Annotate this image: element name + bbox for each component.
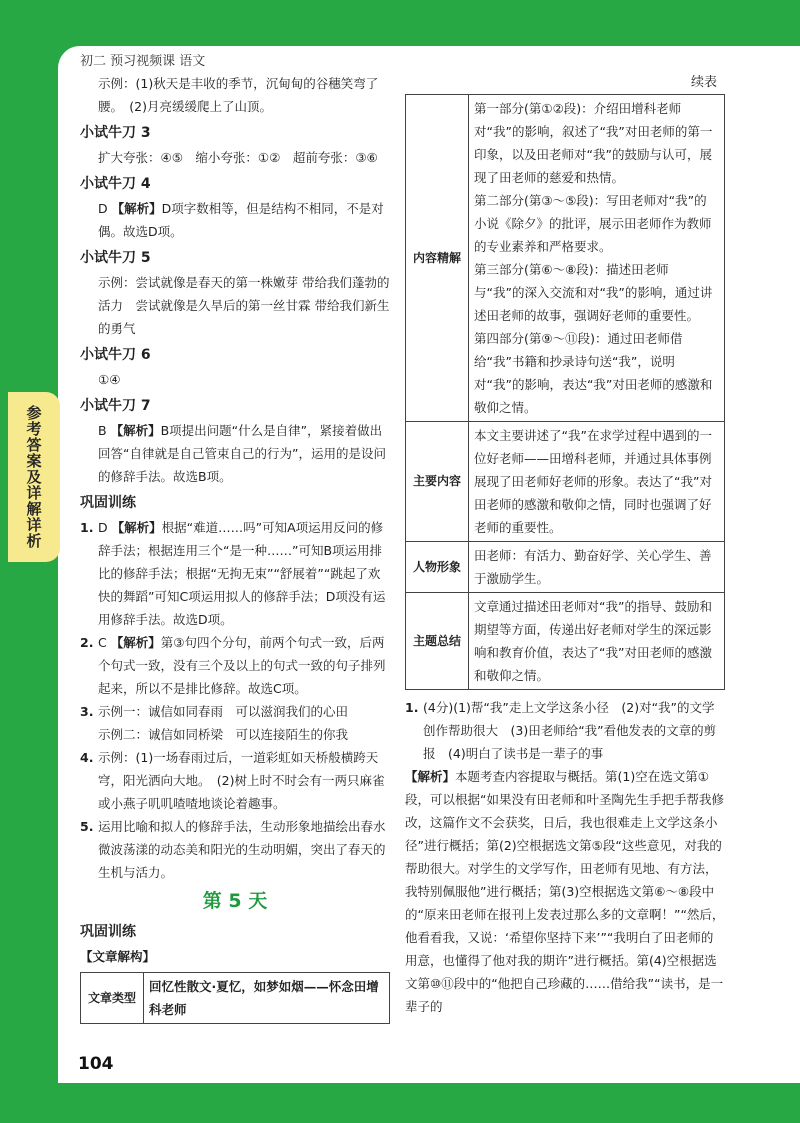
table-paragraph: 第三部分(第⑥～⑧段)：描述田老师与“我”的深入交流和对“我”的影响，通过讲述田老师的故事，强调好老师的重要性。 — [474, 262, 713, 323]
answer-letter: D — [98, 201, 108, 216]
item-number: 4. — [80, 750, 94, 765]
table-key: 人物形象 — [406, 542, 469, 593]
analysis-tag: 【解析】 — [110, 635, 161, 650]
right-column — [405, 72, 725, 1018]
day-title: 第 5 天 — [202, 890, 268, 912]
list-item — [80, 746, 390, 815]
table-value — [469, 422, 725, 542]
intro-example: 示例：(1)秋天是丰收的季节，沉甸甸的谷穗笑弯了腰。 (2)月亮缓缓爬上了山顶。 — [98, 76, 379, 114]
section-body-4 — [80, 197, 390, 243]
item-text: 根据“难道……吗”可知A项运用反问的修辞手法；根据连用三个“是一种……”可知B项运用排比的修辞手法；根据“无拘无束”“舒展着”“跳起了欢快的舞蹈”可知C项运用拟人的修辞手法；D项没有运用修辞手法。故选D项。 — [98, 520, 386, 627]
section-text-3: 扩大夸张：④⑤ 缩小夸张：①② 超前夸张：③⑥ — [98, 150, 378, 165]
table-value — [469, 593, 725, 690]
question-analysis — [405, 765, 725, 1018]
item-text: 示例：(1)一场春雨过后，一道彩虹如天桥般横跨天穹，阳光洒向大地。 (2)树上时不时会有一两只麻雀或小燕子叽叽喳喳地谈论着趣事。 — [98, 750, 385, 811]
analysis-text: D项字数相等，但是结构不相同，不是对偶。故选D项。 — [98, 201, 384, 239]
question-block — [405, 696, 725, 1018]
item-number: 2. — [80, 635, 94, 650]
analysis-text: 本题考查内容提取与概括。第(1)空在选文第①段，可以根据“如果没有田老师和叶圣陶先生手把手帮我修改，这篇作文不会获奖，日后，我也很难走上文学这条小径”进行概括；第(2)空根据选文第⑤段“这些意见，对我的帮助很大。对学生的文学写作，田老师有见地、有方法，我特别佩服他”进行概括；第(3)空根据选文第⑥～⑧段中的“原来田老师在报刊上发表过那么多的文章啊！”“然后，他看看我，又说：‘希望你坚持下来’”“我明白了田老师的用意，也懂得了他对我的期许”进行概括。第(4)空根据选文第⑩⑪段中的“他把自己珍藏的……借给我”“读书，是一辈子的 — [405, 769, 725, 1014]
item-number: 3. — [80, 704, 94, 719]
table-key: 主题总结 — [406, 593, 469, 690]
running-header: 初二 预习视频课 语文 — [80, 54, 206, 69]
table-paragraph: 田老师：有活力、勤奋好学、关心学生、善于激励学生。 — [474, 548, 712, 586]
list-item — [80, 516, 390, 631]
section-title-3: 小试牛刀 3 — [80, 125, 151, 141]
table-key: 文章类型 — [81, 973, 144, 1024]
analysis-text: B项提出问题“什么是自律”，紧接着做出回答“自律就是自己管束自己的行为”，运用的是设问的修辞手法。故选B项。 — [98, 423, 386, 484]
section-title-7: 小试牛刀 7 — [80, 398, 151, 414]
table-row — [406, 542, 725, 593]
left-column — [80, 72, 390, 1024]
structure-table — [80, 972, 390, 1024]
day-section-title: 巩固训练 — [80, 924, 136, 940]
table-paragraph: 第一部分(第①②段)：介绍田增科老师对“我”的影响，叙述了“我”对田老师的第一印象，以及田老师对“我”的鼓励与认可，展现了田老师的慈爱和热情。 — [474, 101, 713, 185]
table-row — [81, 973, 390, 1024]
table-value — [469, 95, 725, 422]
list-item — [80, 631, 390, 700]
answer-letter: B — [98, 423, 107, 438]
table-row — [406, 95, 725, 422]
item-number: 1. — [80, 520, 94, 535]
item-text: 运用比喻和拟人的修辞手法，生动形象地描绘出春水微波荡漾的动态美和阳光的生动明媚，突出了春天的生机与活力。 — [98, 819, 386, 880]
item-number: 1. — [405, 700, 419, 715]
side-tab-label: 参考答案及详解详析 — [24, 405, 43, 549]
consolidate-title: 巩固训练 — [80, 495, 136, 511]
answer-letter: D — [98, 520, 108, 535]
item-number: 5. — [80, 819, 94, 834]
section-text-5: 示例：尝试就像是春天的第一株嫩芽 带给我们蓬勃的活力 尝试就像是久旱后的第一丝甘霖 带给我们新生的勇气 — [98, 275, 390, 336]
table-key: 主要内容 — [406, 422, 469, 542]
table-paragraph: 文章通过描述田老师对“我”的指导、鼓励和期望等方面，传递出好老师对学生的深远影响和教育价值，表达了“我”对田老师的感激和敬仰之情。 — [474, 599, 712, 683]
answer-letter: C — [98, 635, 107, 650]
section-title-6: 小试牛刀 6 — [80, 347, 151, 363]
page-number: 104 — [78, 1054, 114, 1074]
question-answer — [405, 696, 725, 765]
consolidate-list — [80, 516, 390, 884]
table-key: 内容精解 — [406, 95, 469, 422]
item-text: 第③句四个分句，前两个句式一致，后两个句式一致，没有三个及以上的句式一致的句子排列起来，所以不是排比修辞。故选C项。 — [98, 635, 386, 696]
analysis-tag: 【解析】 — [110, 423, 161, 438]
side-tab — [8, 392, 60, 562]
list-item — [80, 700, 390, 746]
answer-text: (4分)(1)帮“我”走上文学这条小径 (2)对“我”的文学创作帮助很大 (3)田老师给“我”看他发表的文章的剪报 (4)明白了读书是一辈子的事 — [423, 700, 717, 761]
list-item — [80, 815, 390, 884]
analysis-tag: 【解析】 — [405, 769, 456, 784]
table-paragraph: 第四部分(第⑨～⑪段)：通过田老师借给“我”书籍和抄录诗句送“我”，说明对“我”的影响，表达“我”对田老师的感激和敬仰之情。 — [474, 331, 713, 415]
analysis-table — [405, 94, 725, 690]
section-text-6: ①④ — [98, 372, 121, 387]
section-title-4: 小试牛刀 4 — [80, 176, 151, 192]
analysis-tag: 【解析】 — [111, 201, 162, 216]
table-value: 回忆性散文·夏忆，如梦如烟——怀念田增科老师 — [144, 973, 390, 1024]
item-text: 示例一：诚信如同春雨 可以滋润我们的心田 示例二：诚信如同桥梁 可以连接陌生的你我 — [98, 704, 349, 742]
analysis-tag: 【解析】 — [111, 520, 162, 535]
section-title-5: 小试牛刀 5 — [80, 250, 151, 266]
structure-label: 【文章解构】 — [80, 949, 156, 964]
table-paragraph: 第二部分(第③～⑤段)：写田老师对“我”的小说《除夕》的批评，展示田老师作为教师的专业素养和严格要求。 — [474, 193, 712, 254]
section-body-7 — [80, 419, 390, 488]
continued-label: 续表 — [690, 75, 717, 90]
table-value — [469, 542, 725, 593]
table-paragraph: 本文主要讲述了“我”在求学过程中遇到的一位好老师——田增科老师，并通过具体事例展现了田老师好老师的形象。表达了“我”对田老师的感激和敬仰之情，同时也强调了好老师的重要性。 — [474, 428, 712, 535]
table-row — [406, 593, 725, 690]
table-row — [406, 422, 725, 542]
